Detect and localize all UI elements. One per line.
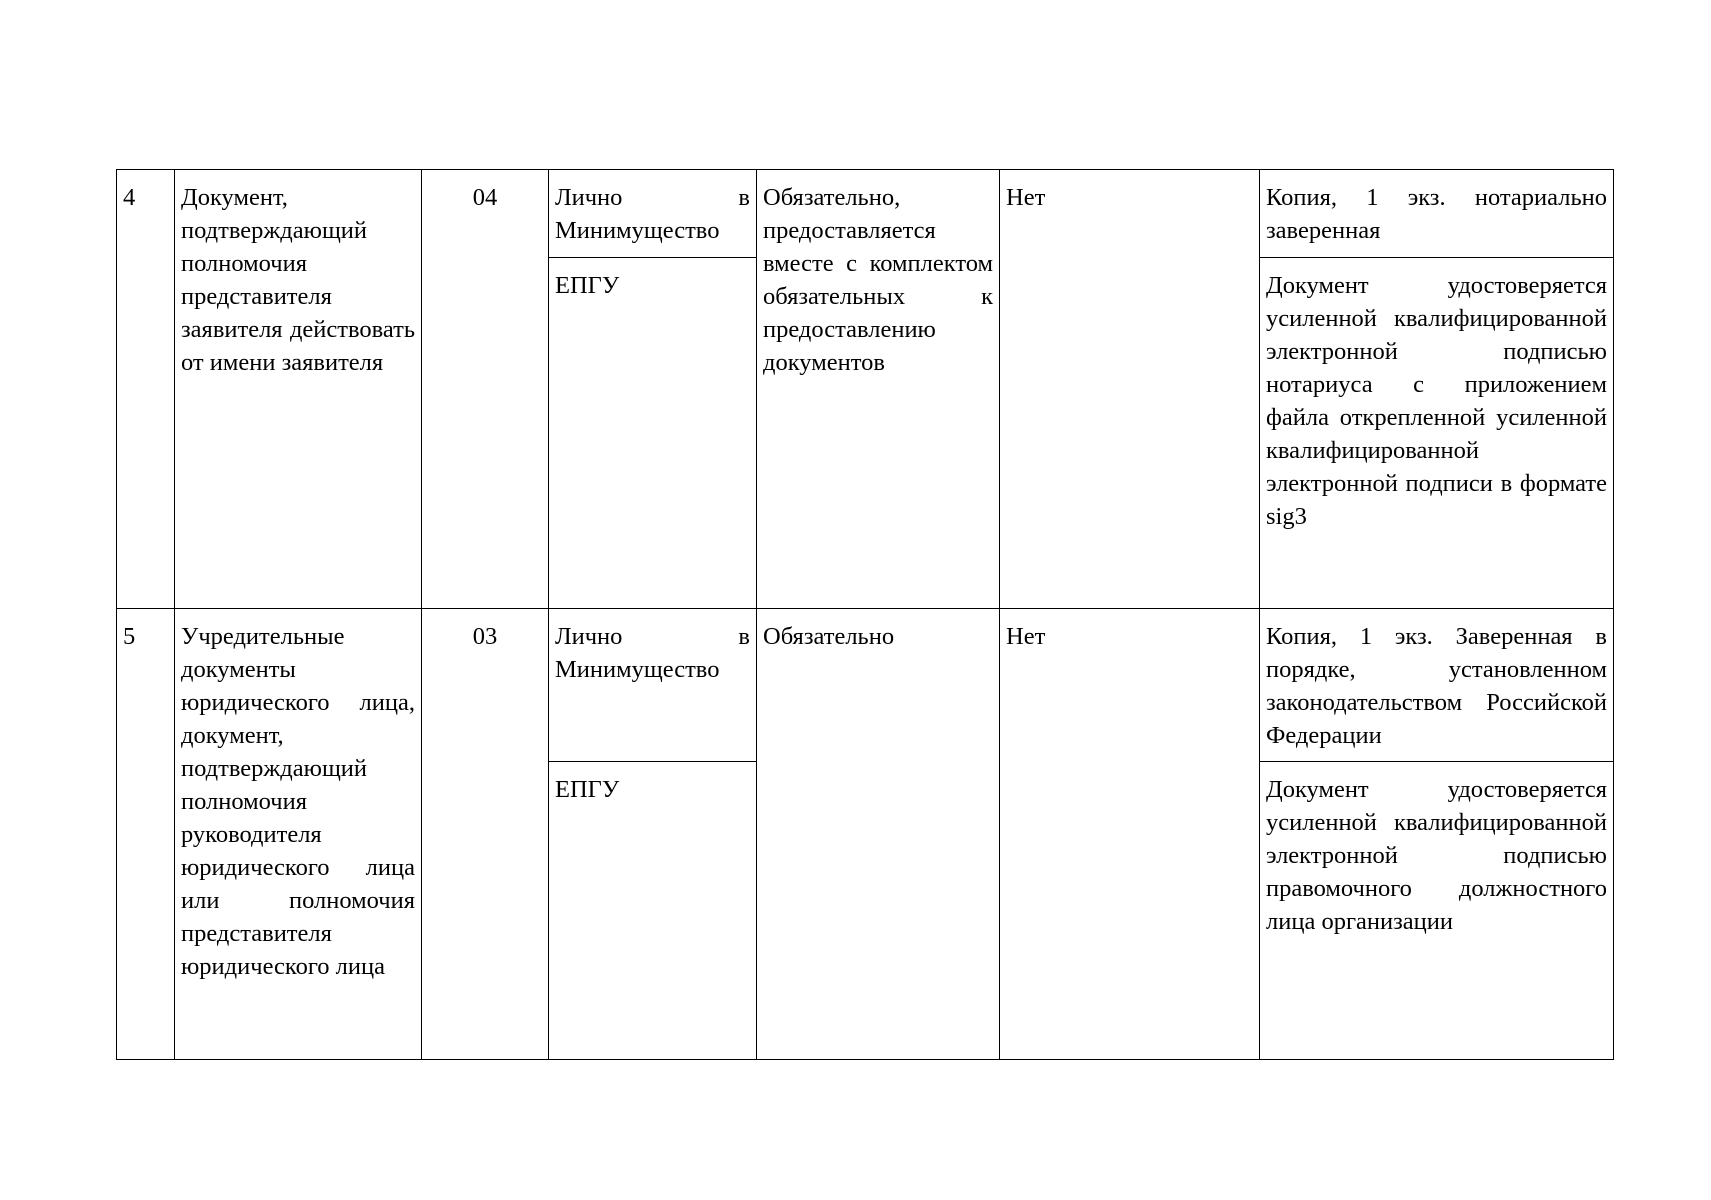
note-epgu: Документ удостоверяется усиленной квалифицированной электронной подписью нотариуса с приложением файла открепленной усиленной квалифицированной электронной подписи в формате sig3 [1260, 258, 1614, 609]
note-epgu: Документ удостоверяется усиленной квалифицированной электронной подписью правомочного должностного лица организации [1260, 762, 1614, 1060]
requirement: Обязательно [757, 609, 1000, 1060]
table-row [117, 609, 1614, 762]
flag-value: Нет [1000, 609, 1260, 1060]
submission-method-personal: Лично в Минимущество [549, 609, 757, 762]
requirement: Обязательно, предоставляется вместе с комплектом обязательных к предоставлению документов [757, 170, 1000, 609]
table-row [117, 170, 1614, 258]
row-number: 5 [117, 609, 175, 1060]
submission-method-epgu: ЕПГУ [549, 258, 757, 609]
document-name: Учредительные документы юридического лица, документ, подтверждающий полномочия руководителя юридического лица или полномочия представителя юридического лица [175, 609, 422, 1060]
note-personal: Копия, 1 экз. нотариально заверенная [1260, 170, 1614, 258]
document-code: 03 [422, 609, 549, 1060]
document-code: 04 [422, 170, 549, 609]
documents-table [116, 169, 1614, 1060]
row-number: 4 [117, 170, 175, 609]
submission-method-epgu: ЕПГУ [549, 762, 757, 1060]
note-personal: Копия, 1 экз. Заверенная в порядке, установленном законодательством Российской Федерации [1260, 609, 1614, 762]
document-name: Документ, подтверждающий полномочия представителя заявителя действовать от имени заявителя [175, 170, 422, 609]
submission-method-personal: Лично в Минимущество [549, 170, 757, 258]
flag-value: Нет [1000, 170, 1260, 609]
